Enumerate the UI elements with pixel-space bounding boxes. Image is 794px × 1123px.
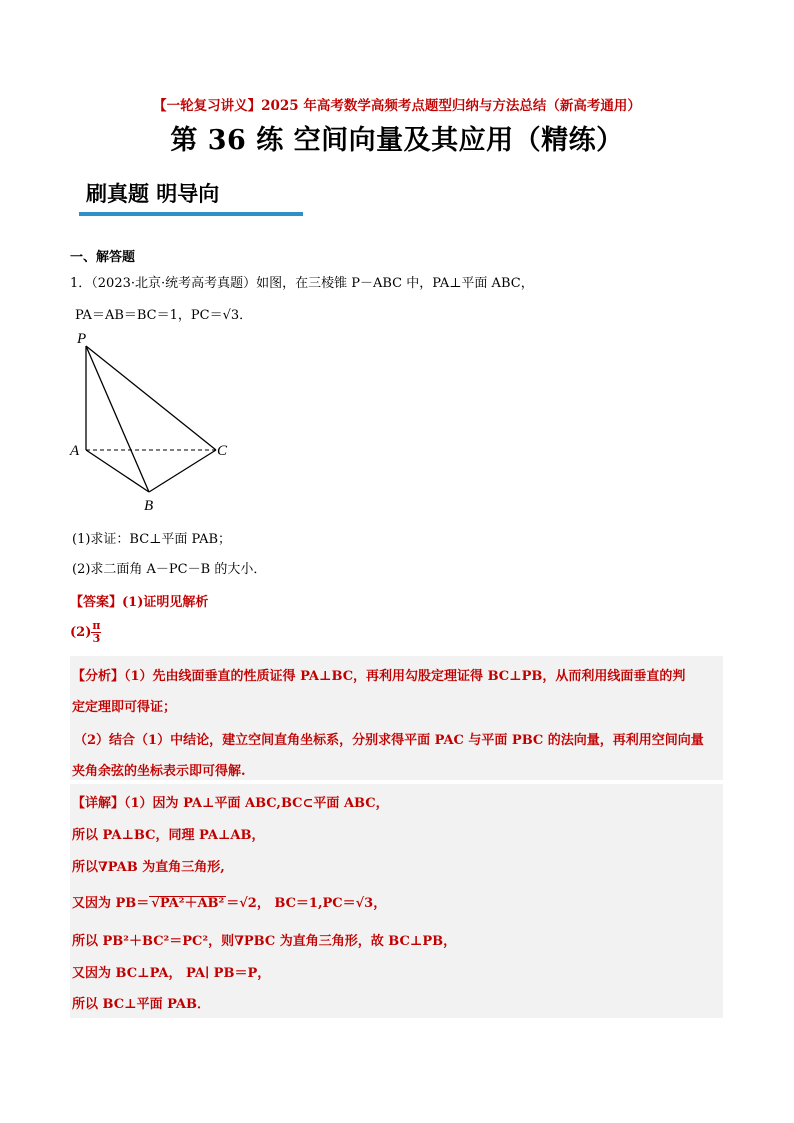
edge-pb xyxy=(86,346,149,492)
analysis-line1: 【分析】（1）先由线面垂直的性质证得 PA⊥BC，再利用勾股定理证得 BC⊥PB，从而利用线面垂直的判 xyxy=(72,669,686,684)
answer-line1 xyxy=(70,591,208,610)
label-a: A xyxy=(70,443,80,459)
question-1: (1)求证：BC⊥平面 PAB； xyxy=(72,532,232,547)
label-c: C xyxy=(217,443,228,459)
pb-radical: √PA²＋AB² xyxy=(151,896,225,911)
detail-line1: 【详解】（1）因为 PA⊥平面 ABC,BC⊂平面 ABC， xyxy=(72,796,389,811)
detail-line3: 所以∇PAB 为直角三角形, xyxy=(72,860,225,875)
question-2: (2)求二面角 A－PC－B 的大小． xyxy=(72,562,267,577)
section-underline xyxy=(79,212,303,216)
edge-pc xyxy=(86,346,216,450)
label-p: P xyxy=(77,331,87,347)
fraction-numerator: π xyxy=(92,619,101,632)
detail-line5: 所以 PB²＋BC²＝PC²，则∇PBC 为直角三角形，故 BC⊥PB， xyxy=(72,934,457,949)
detail-line4 xyxy=(72,892,386,911)
detail-line7: 所以 BC⊥平面 PAB． xyxy=(72,997,211,1012)
part-label: 一、解答题 xyxy=(70,250,136,265)
analysis-line2: 定定理即可得证； xyxy=(72,700,177,715)
answer-fraction xyxy=(91,620,101,645)
pb-radicand: PA²＋AB² xyxy=(159,896,225,911)
answer-part1: (1)证明见解析 xyxy=(122,595,209,610)
detail-line6: 又因为 BC⊥PA， PA∣ PB＝P， xyxy=(72,966,271,981)
label-b: B xyxy=(144,498,154,514)
analysis-line3: （2）结合（1）中结论，建立空间直角坐标系，分别求得平面 PAC 与平面 PBC 的法向量，再利用空间向量 xyxy=(74,733,704,748)
detail-line4-suffix: ＝√2， BC＝1,PC＝√3， xyxy=(226,896,387,911)
edge-bc xyxy=(149,450,216,492)
answer-part2-prefix: (2) xyxy=(70,625,92,640)
pyramid-figure xyxy=(66,326,246,516)
problem-stem-line1: 1．（2023·北京·统考高考真题）如图，在三棱锥 P－ABC 中，PA⊥平面 ABC， xyxy=(70,276,534,291)
answer-line2 xyxy=(70,620,101,645)
page-title: 第 36 练 空间向量及其应用（精练） xyxy=(170,125,624,156)
detail-line2: 所以 PA⊥BC，同理 PA⊥AB， xyxy=(72,828,265,843)
problem-stem-line2: PA＝AB＝BC＝1，PC＝√3． xyxy=(75,308,253,323)
answer-tag: 【答案】 xyxy=(70,595,123,610)
fraction-denominator: 3 xyxy=(92,632,101,645)
detail-line4-prefix: 又因为 PB＝ xyxy=(72,896,150,911)
header-subtitle: 【一轮复习讲义】2025 年高考数学高频考点题型归纳与方法总结（新高考通用） xyxy=(153,98,641,114)
section-heading: 刷真题 明导向 xyxy=(86,181,220,206)
analysis-line4: 夹角余弦的坐标表示即可得解. xyxy=(72,764,246,779)
